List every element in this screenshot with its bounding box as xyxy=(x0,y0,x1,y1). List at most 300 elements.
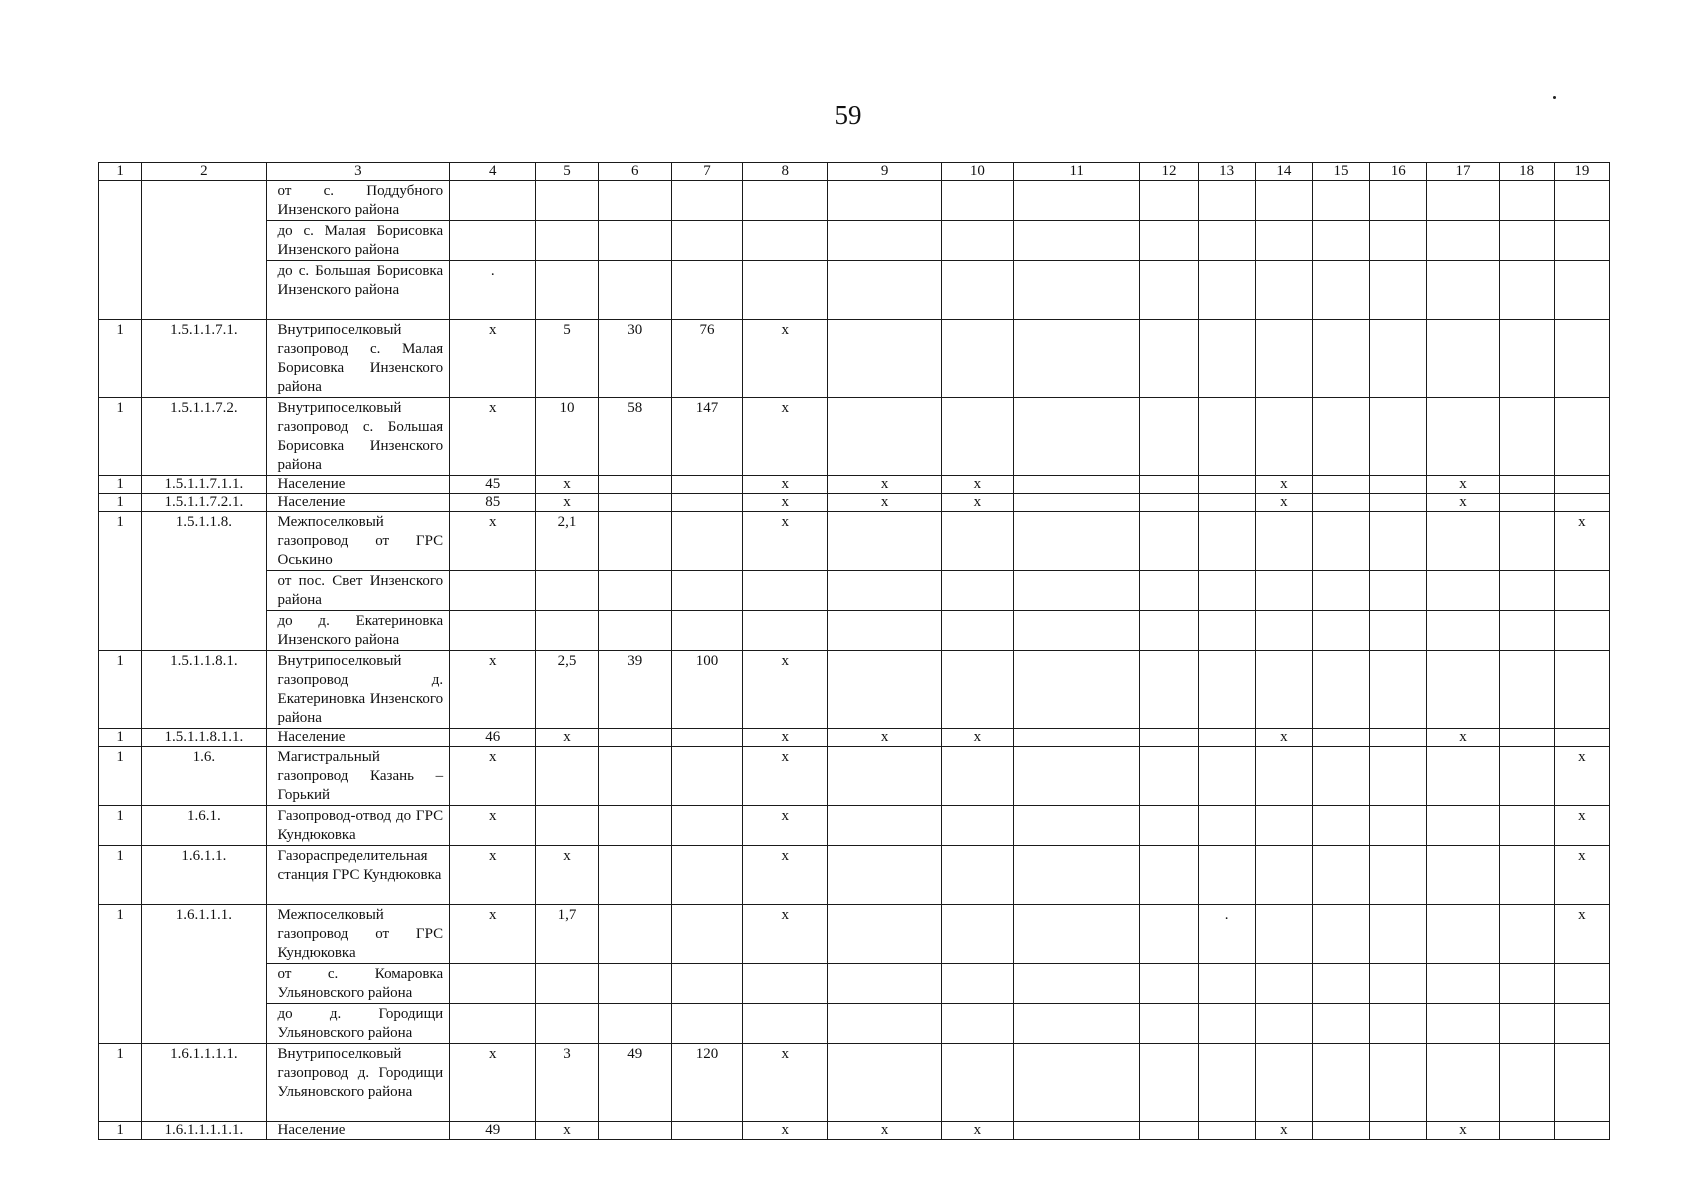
table-cell xyxy=(1255,221,1312,261)
object-name-cell: от с. Поддубного Инзенского района xyxy=(266,181,450,221)
table-cell xyxy=(598,261,671,320)
table-cell xyxy=(1312,398,1369,476)
table-cell xyxy=(1140,261,1198,320)
table-cell xyxy=(1013,512,1139,571)
continuation-row xyxy=(99,1004,1610,1044)
table-cell: 46 xyxy=(450,729,536,747)
table-cell xyxy=(1370,181,1427,221)
table-cell xyxy=(743,181,828,221)
table-cell xyxy=(1499,320,1554,398)
table-cell xyxy=(1312,476,1369,494)
table-cell: x xyxy=(743,320,828,398)
table-cell xyxy=(1255,1044,1312,1122)
table-cell xyxy=(941,806,1013,846)
table-cell xyxy=(1427,398,1499,476)
table-cell xyxy=(1370,1004,1427,1044)
table-cell xyxy=(1370,964,1427,1004)
table-cell: x xyxy=(743,398,828,476)
table-cell xyxy=(99,261,142,320)
table-cell xyxy=(941,320,1013,398)
table-cell: . xyxy=(450,261,536,320)
table-cell xyxy=(450,571,536,611)
table-cell: x xyxy=(941,494,1013,512)
column-number-row xyxy=(99,163,1610,181)
table-cell xyxy=(1554,320,1609,398)
table-cell xyxy=(941,181,1013,221)
table-cell: x xyxy=(1554,747,1609,806)
table-cell xyxy=(828,651,941,729)
table-cell xyxy=(941,1004,1013,1044)
table-cell xyxy=(941,221,1013,261)
table-cell xyxy=(1499,964,1554,1004)
table-cell xyxy=(828,181,941,221)
table-cell xyxy=(1554,494,1609,512)
table-cell xyxy=(828,221,941,261)
table-cell xyxy=(828,512,941,571)
table-cell xyxy=(1427,512,1499,571)
code-cell: 1.6. xyxy=(142,747,266,806)
table-cell xyxy=(671,571,742,611)
table-cell: x xyxy=(450,320,536,398)
table-cell: x xyxy=(941,729,1013,747)
table-cell xyxy=(598,571,671,611)
table-cell xyxy=(671,476,742,494)
table-cell xyxy=(1140,806,1198,846)
object-name-cell: Внутрипоселковый газопровод с. Большая Борисовка Инзенского района xyxy=(266,398,450,476)
table-cell xyxy=(1499,1004,1554,1044)
table-cell xyxy=(1427,571,1499,611)
table-cell xyxy=(1198,476,1255,494)
table-cell xyxy=(828,846,941,905)
code-cell xyxy=(142,1004,266,1044)
table-cell xyxy=(828,611,941,651)
table-cell: 2,5 xyxy=(536,651,598,729)
table-cell xyxy=(941,512,1013,571)
table-cell xyxy=(828,905,941,964)
table-cell xyxy=(941,571,1013,611)
table-cell xyxy=(1255,320,1312,398)
column-number-cell: 9 xyxy=(828,163,941,181)
table-cell xyxy=(99,181,142,221)
table-cell xyxy=(671,846,742,905)
table-cell: x xyxy=(743,1044,828,1122)
table-cell: x xyxy=(828,1122,941,1140)
code-cell xyxy=(142,571,266,611)
table-cell: 49 xyxy=(450,1122,536,1140)
table-cell xyxy=(1499,261,1554,320)
table-cell xyxy=(1499,181,1554,221)
table-cell xyxy=(1312,320,1369,398)
population-row xyxy=(99,476,1610,494)
table-cell xyxy=(1312,221,1369,261)
table-cell xyxy=(1013,261,1139,320)
table-cell: x xyxy=(1255,729,1312,747)
table-cell xyxy=(1554,651,1609,729)
object-name-cell: Внутрипоселковый газопровод д. Городищи Ульяновского района xyxy=(266,1044,450,1122)
code-cell: 1.6.1.1.1. xyxy=(142,905,266,964)
table-cell xyxy=(1499,476,1554,494)
table-cell xyxy=(1140,494,1198,512)
table-cell xyxy=(1255,571,1312,611)
table-cell xyxy=(1140,571,1198,611)
continuation-row xyxy=(99,964,1610,1004)
table-cell: x xyxy=(941,476,1013,494)
table-cell xyxy=(1312,1044,1369,1122)
table-cell xyxy=(1499,1044,1554,1122)
table-cell: 49 xyxy=(598,1044,671,1122)
continuation-row xyxy=(99,261,1610,320)
table-cell xyxy=(1312,846,1369,905)
table-cell xyxy=(1198,1004,1255,1044)
table-cell xyxy=(1312,512,1369,571)
table-cell xyxy=(1198,494,1255,512)
table-cell xyxy=(1312,1004,1369,1044)
table-cell: 5 xyxy=(536,320,598,398)
table-cell xyxy=(1427,964,1499,1004)
table-cell xyxy=(1013,846,1139,905)
table-cell xyxy=(1499,729,1554,747)
table-cell xyxy=(941,611,1013,651)
table-cell xyxy=(1198,571,1255,611)
table-cell: 1 xyxy=(99,806,142,846)
table-cell xyxy=(1370,1044,1427,1122)
table-cell xyxy=(450,964,536,1004)
table-cell: 120 xyxy=(671,1044,742,1122)
code-cell: 1.5.1.1.7.2.1. xyxy=(142,494,266,512)
pipeline-row xyxy=(99,1044,1610,1122)
table-cell xyxy=(536,181,598,221)
table-cell: 2,1 xyxy=(536,512,598,571)
table-cell xyxy=(671,261,742,320)
table-cell xyxy=(598,494,671,512)
table-cell: 45 xyxy=(450,476,536,494)
table-cell xyxy=(1554,964,1609,1004)
table-cell: x xyxy=(450,905,536,964)
table-cell xyxy=(598,611,671,651)
table-cell xyxy=(1140,512,1198,571)
table-cell xyxy=(1427,905,1499,964)
table-cell xyxy=(1198,398,1255,476)
table-cell: 1 xyxy=(99,1122,142,1140)
table-cell xyxy=(828,1004,941,1044)
column-number-cell: 13 xyxy=(1198,163,1255,181)
table-cell xyxy=(1499,221,1554,261)
table-cell xyxy=(671,747,742,806)
page-number: 59 xyxy=(834,100,862,130)
table-cell xyxy=(1013,494,1139,512)
table-cell xyxy=(1554,611,1609,651)
table-cell xyxy=(1198,221,1255,261)
table-cell xyxy=(828,747,941,806)
table-cell xyxy=(1198,964,1255,1004)
table-cell: x xyxy=(1427,729,1499,747)
code-cell: 1.6.1.1.1.1.1. xyxy=(142,1122,266,1140)
table-cell xyxy=(1554,221,1609,261)
column-number-cell: 16 xyxy=(1370,163,1427,181)
table-cell: 39 xyxy=(598,651,671,729)
pipeline-row xyxy=(99,398,1610,476)
table-cell: x xyxy=(450,512,536,571)
table-cell xyxy=(1427,651,1499,729)
table-cell xyxy=(1312,964,1369,1004)
table-cell xyxy=(1013,398,1139,476)
table-cell xyxy=(1140,181,1198,221)
table-cell xyxy=(1255,261,1312,320)
table-cell: x xyxy=(941,1122,1013,1140)
table-cell: x xyxy=(828,476,941,494)
table-cell xyxy=(1013,806,1139,846)
table-cell: x xyxy=(536,494,598,512)
table-cell: 10 xyxy=(536,398,598,476)
pipeline-row xyxy=(99,846,1610,905)
table-cell xyxy=(743,611,828,651)
table-cell xyxy=(743,1004,828,1044)
table-cell: x xyxy=(743,806,828,846)
table-cell xyxy=(1370,571,1427,611)
table-cell: x xyxy=(1255,476,1312,494)
object-name-cell: Газопровод-отвод до ГРС Кундюковка xyxy=(266,806,450,846)
table-cell xyxy=(1499,747,1554,806)
table-cell xyxy=(1140,476,1198,494)
table-cell: x xyxy=(743,729,828,747)
table-cell xyxy=(941,398,1013,476)
table-cell xyxy=(1499,494,1554,512)
object-name-cell: Газораспределительная станция ГРС Кундюковка xyxy=(266,846,450,905)
table-cell xyxy=(598,181,671,221)
table-cell: 1 xyxy=(99,320,142,398)
table-cell xyxy=(1312,494,1369,512)
pipeline-row xyxy=(99,905,1610,964)
pipeline-row xyxy=(99,512,1610,571)
object-name-cell: Межпоселковый газопровод от ГРС Оськино xyxy=(266,512,450,571)
table-cell xyxy=(1370,320,1427,398)
pipeline-row xyxy=(99,806,1610,846)
table-cell xyxy=(1499,846,1554,905)
table-cell xyxy=(941,747,1013,806)
table-cell: x xyxy=(450,806,536,846)
column-number-cell: 11 xyxy=(1013,163,1139,181)
table-cell: x xyxy=(1554,846,1609,905)
object-name-cell: до д. Екатериновка Инзенского района xyxy=(266,611,450,651)
table-cell xyxy=(1255,964,1312,1004)
table-cell xyxy=(1427,846,1499,905)
column-number-cell: 7 xyxy=(671,163,742,181)
population-row xyxy=(99,494,1610,512)
table-cell xyxy=(1198,611,1255,651)
table-body xyxy=(99,163,1610,1140)
table-cell: 1 xyxy=(99,651,142,729)
code-cell xyxy=(142,964,266,1004)
table-cell xyxy=(1140,1004,1198,1044)
table-cell: 1 xyxy=(99,512,142,571)
table-cell: x xyxy=(450,1044,536,1122)
table-cell xyxy=(598,476,671,494)
table-cell xyxy=(671,494,742,512)
table-cell xyxy=(1370,494,1427,512)
object-name-cell: Население xyxy=(266,494,450,512)
pipeline-row xyxy=(99,747,1610,806)
table-cell xyxy=(1140,398,1198,476)
table-cell xyxy=(1499,571,1554,611)
table-cell xyxy=(1554,729,1609,747)
table-cell xyxy=(1312,1122,1369,1140)
table-cell xyxy=(1198,181,1255,221)
table-cell xyxy=(99,571,142,611)
code-cell: 1.5.1.1.8.1. xyxy=(142,651,266,729)
table-cell xyxy=(1013,181,1139,221)
table-cell xyxy=(536,611,598,651)
table-cell xyxy=(1554,1004,1609,1044)
table-cell xyxy=(671,1122,742,1140)
continuation-row xyxy=(99,221,1610,261)
table-cell xyxy=(1370,476,1427,494)
code-cell xyxy=(142,181,266,221)
table-cell: 1 xyxy=(99,398,142,476)
table-cell: x xyxy=(450,747,536,806)
table-cell xyxy=(671,905,742,964)
table-cell: x xyxy=(536,1122,598,1140)
table-cell xyxy=(671,221,742,261)
table-cell: x xyxy=(743,905,828,964)
table-cell xyxy=(1312,729,1369,747)
table-cell xyxy=(828,398,941,476)
object-name-cell: до с. Малая Борисовка Инзенского района xyxy=(266,221,450,261)
continuation-row xyxy=(99,571,1610,611)
table-cell xyxy=(450,221,536,261)
column-number-cell: 1 xyxy=(99,163,142,181)
table-cell xyxy=(1140,846,1198,905)
table-cell xyxy=(1198,1122,1255,1140)
pipeline-row xyxy=(99,320,1610,398)
table-cell xyxy=(99,611,142,651)
table-cell xyxy=(941,846,1013,905)
table-cell xyxy=(1370,747,1427,806)
table-cell xyxy=(1427,747,1499,806)
table-cell xyxy=(1370,846,1427,905)
table-cell: 85 xyxy=(450,494,536,512)
table-cell xyxy=(1499,806,1554,846)
object-name-cell: до с. Большая Борисовка Инзенского района xyxy=(266,261,450,320)
table-cell xyxy=(598,1004,671,1044)
table-cell xyxy=(1013,964,1139,1004)
table-cell xyxy=(1554,476,1609,494)
table-cell xyxy=(1370,261,1427,320)
code-cell xyxy=(142,221,266,261)
table-cell xyxy=(1198,806,1255,846)
continuation-row xyxy=(99,611,1610,651)
table-cell xyxy=(671,729,742,747)
table-cell xyxy=(1140,1044,1198,1122)
table-cell xyxy=(1013,221,1139,261)
table-cell xyxy=(1013,729,1139,747)
object-name-cell: Внутрипоселковый газопровод д. Екатериновка Инзенского района xyxy=(266,651,450,729)
table-cell xyxy=(598,747,671,806)
table-cell xyxy=(1370,729,1427,747)
table-cell xyxy=(1198,261,1255,320)
table-cell xyxy=(1499,905,1554,964)
table-cell xyxy=(1370,1122,1427,1140)
table-cell: x xyxy=(743,494,828,512)
table-cell xyxy=(1013,476,1139,494)
object-name-cell: Внутрипоселковый газопровод с. Малая Борисовка Инзенского района xyxy=(266,320,450,398)
table-cell: 1 xyxy=(99,494,142,512)
table-cell: x xyxy=(450,846,536,905)
table-cell: x xyxy=(450,398,536,476)
table-cell: x xyxy=(743,476,828,494)
table-cell: . xyxy=(1198,905,1255,964)
table-cell xyxy=(99,964,142,1004)
table-cell xyxy=(1198,1044,1255,1122)
object-name-cell: Население xyxy=(266,729,450,747)
table-cell xyxy=(1255,398,1312,476)
object-name-cell: Межпоселковый газопровод от ГРС Кундюковка xyxy=(266,905,450,964)
object-name-cell: от с. Комаровка Ульяновского района xyxy=(266,964,450,1004)
table-cell xyxy=(1370,806,1427,846)
table-cell xyxy=(1013,651,1139,729)
table-cell xyxy=(1198,512,1255,571)
table-cell xyxy=(1255,846,1312,905)
table-cell: 1 xyxy=(99,729,142,747)
table-cell xyxy=(1312,651,1369,729)
object-name-cell: Население xyxy=(266,476,450,494)
table-cell xyxy=(1554,181,1609,221)
table-cell: x xyxy=(536,729,598,747)
code-cell xyxy=(142,261,266,320)
table-cell xyxy=(1427,181,1499,221)
table-cell: x xyxy=(536,846,598,905)
table-cell: 100 xyxy=(671,651,742,729)
column-number-cell: 12 xyxy=(1140,163,1198,181)
table-cell xyxy=(941,1044,1013,1122)
table-cell: x xyxy=(1554,905,1609,964)
table-cell xyxy=(941,964,1013,1004)
table-cell xyxy=(1255,611,1312,651)
column-number-cell: 2 xyxy=(142,163,266,181)
table-cell xyxy=(1198,747,1255,806)
table-cell: x xyxy=(450,651,536,729)
population-row xyxy=(99,729,1610,747)
table-cell: x xyxy=(743,512,828,571)
table-cell xyxy=(828,320,941,398)
table-cell: 1 xyxy=(99,476,142,494)
table-cell xyxy=(1499,1122,1554,1140)
table-cell: 147 xyxy=(671,398,742,476)
table-cell xyxy=(941,261,1013,320)
table-cell xyxy=(1427,320,1499,398)
table-cell xyxy=(941,651,1013,729)
table-cell xyxy=(1255,747,1312,806)
table-cell xyxy=(1554,1122,1609,1140)
column-number-cell: 4 xyxy=(450,163,536,181)
table-cell xyxy=(1255,905,1312,964)
column-number-cell: 19 xyxy=(1554,163,1609,181)
table-cell xyxy=(1370,651,1427,729)
table-cell xyxy=(598,512,671,571)
table-cell: 1,7 xyxy=(536,905,598,964)
table-cell xyxy=(1140,221,1198,261)
table-cell xyxy=(1013,905,1139,964)
table-cell xyxy=(743,221,828,261)
table-cell: x xyxy=(743,747,828,806)
table-cell: x xyxy=(1255,494,1312,512)
table-cell xyxy=(1255,806,1312,846)
column-number-cell: 5 xyxy=(536,163,598,181)
column-number-cell: 17 xyxy=(1427,163,1499,181)
table-cell xyxy=(1140,747,1198,806)
table-cell xyxy=(671,611,742,651)
table-cell xyxy=(1255,651,1312,729)
table-cell xyxy=(1312,181,1369,221)
